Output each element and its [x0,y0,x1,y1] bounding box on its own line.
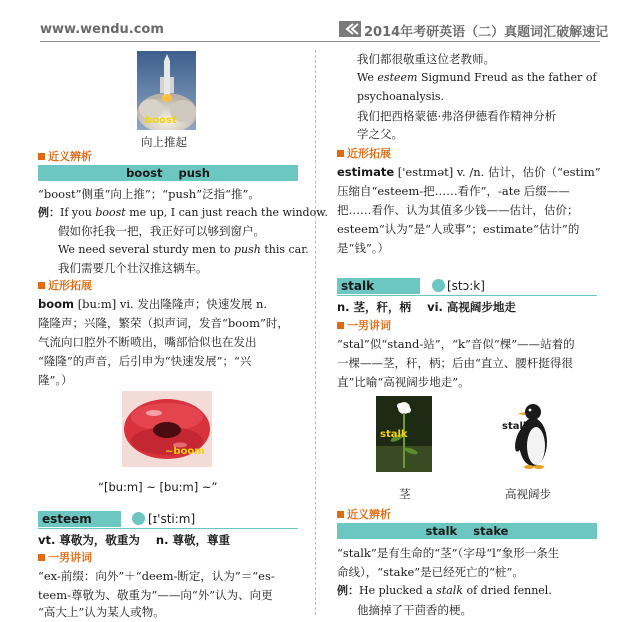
esteem-example-2-pre: We [357,71,378,84]
stalk-mnemonic-line2: 一棵——茎，秆，柄；后由“直立、腰杆挺得很 [337,356,573,370]
estimate-entry-line4: esteem“认为”是“人或事”；estimate“估计”的 [337,222,580,236]
esteem-example-2-word: esteem [377,71,418,84]
esteem-mnemonic-line2: teem-尊敬为、敬重为”——向“外”认为、向更 [38,588,273,602]
example-label-right: 例： [337,584,359,597]
column-divider [315,50,316,615]
penguin-caption: 高视阔步 [505,487,551,501]
estimate-entry-line3: 把……看作、认为其值多少钱——估计，估价； [337,203,579,217]
example-2-translation: 我们需要几个壮汉推这辆车。 [58,261,208,275]
square-bullet-icon [38,282,45,289]
square-bullet-icon [337,511,344,518]
stalk-mnemonic-line3: 直”比喻“高视阔步地走”。 [337,375,470,389]
header-rule [40,41,600,42]
rocket-caption: 向上推起 [141,135,187,149]
example-1-post: me up, I can just reach the window. [125,206,328,219]
site-url: www.wendu.com [40,22,164,37]
example-1 [38,204,328,222]
example-2-pre: We need several sturdy men to [58,243,234,256]
book-title: 2014年考研英语（二）真题词汇破解速记 [364,25,609,40]
tag-form-extension [38,277,92,293]
penguin-image [499,396,556,472]
esteem-phonetic: [ɪ'sti:m] [148,512,196,526]
tag-synonym [38,148,92,164]
esteem-mnemonic-line1: “ex-前缀：向外”＋“deem-断定，认为”＝“es- [38,569,275,583]
esteem-headword-bar: esteem [38,511,121,527]
circle-bullet-icon [432,279,445,292]
tag-form-label: 近形拓展 [48,279,92,292]
stalk-example-pre: He plucked a [359,584,437,597]
esteem-example-2-cn-line1: 我们把西格蒙德·弗洛伊德看作精神分析 [357,109,557,123]
stalk-example [337,582,552,600]
estimate-entry-line2: 压缩自“esteem-把……看作”，-ate 后缀—— [337,184,570,198]
stalk-synonym-line1: “stalk”是有生命的“茎”（字母“l”象形一条生 [337,546,560,560]
estimate-entry-line5: 是“钱”。） [337,241,390,255]
boom-definition: [bu:m] vi. 发出隆隆声；快速发展 n. [77,297,268,311]
stalk-mnemonic-line1: “stal”似“stand-站”，“k”音似“棵”——站着的 [337,337,575,351]
esteem-definition: vt. 尊敬为，敬重为 n. 尊敬，尊重 [38,533,230,547]
tag-mnemonic-label-right: 一男讲词 [347,319,391,332]
boom-entry-line1 [38,295,267,313]
stalk-underline [337,295,597,296]
esteem-example-2-cn-line2: 学之父。 [357,127,403,141]
stalk-example-post: of dried fennel. [462,584,552,597]
square-bullet-icon [337,150,344,157]
circle-bullet-icon [132,512,145,525]
tag-mnemonic-right [337,317,391,333]
rocket-image-label: boost [145,115,177,126]
flower-image-label: stalk [380,429,408,440]
example-1-pre: If you [60,206,96,219]
esteem-mnemonic-line3: “高大上”认为某人或物。 [38,605,165,619]
example-1-translation: 假如你托我一把，我正好可以够到窗户。 [58,224,265,238]
example-label: 例： [38,206,60,219]
lips-caption: “[bu:m] ~ [bu:m] ~” [98,480,218,494]
square-bullet-icon [38,554,45,561]
stalk-example-word: stalk [436,584,463,597]
stalk-synonym-line2: 命线），“stake”是已经死亡的“桩”。 [337,565,524,579]
square-bullet-icon [337,322,344,329]
stalk-example-translation: 他摘掉了干茴香的梗。 [357,603,472,617]
lips-image-label: ~boom [165,446,205,457]
estimate-definition: ['estɪmət] v. /n. 估计，估价（“estim” [397,165,601,179]
tag-mnemonic-label: 一男讲词 [48,551,92,564]
estimate-entry-line1 [337,163,601,181]
boom-entry-line5: 隆”。） [38,373,73,387]
penguin-image-label: stalk [502,421,530,432]
example-2-word: push [234,243,261,256]
square-bullet-icon [38,153,45,160]
boom-entry-line2: 隆隆声；兴隆，繁荣（拟声词，发音“boom”时， [38,316,289,330]
flower-caption: 茎 [399,487,411,501]
esteem-example-2-post: Sigmund Freud as the father of [417,71,597,84]
esteem-underline [38,528,298,529]
boom-headword: boom [38,297,75,311]
synonym-bar: boost push [38,165,298,181]
example-2 [58,241,309,259]
estimate-headword: estimate [337,165,395,179]
synonym-bar-right: stalk stake [337,523,597,539]
double-chevron-icon [339,21,361,37]
tag-form-label-right: 近形拓展 [347,147,391,160]
tag-synonym-label-right: 近义辨析 [347,508,391,521]
stalk-phonetic: [stɔ:k] [447,279,485,293]
synonym-explanation: “boost”侧重“向上推”；“push”泛指“推”。 [38,187,260,201]
boom-entry-line3: 气流向口腔外不断喷出，嘴部恰似也在发出 [38,335,257,349]
esteem-example-2 [357,69,597,87]
esteem-example-translation-cont: 我们都很敬重这位老教师。 [357,52,495,66]
example-2-post: this car. [260,243,309,256]
tag-mnemonic [38,549,92,565]
tag-synonym-label: 近义辨析 [48,150,92,163]
tag-form-extension-right [337,145,391,161]
boom-entry-line4: “隆隆”的声音，后引申为“快速发展”；“兴 [38,354,252,368]
example-1-word: boost [95,206,126,219]
tag-synonym-right [337,506,391,522]
stalk-definition: n. 茎，秆，柄 vi. 高视阔步地走 [337,300,516,314]
esteem-example-2-line2: psychoanalysis. [357,90,445,103]
stalk-headword-bar: stalk [337,278,420,294]
